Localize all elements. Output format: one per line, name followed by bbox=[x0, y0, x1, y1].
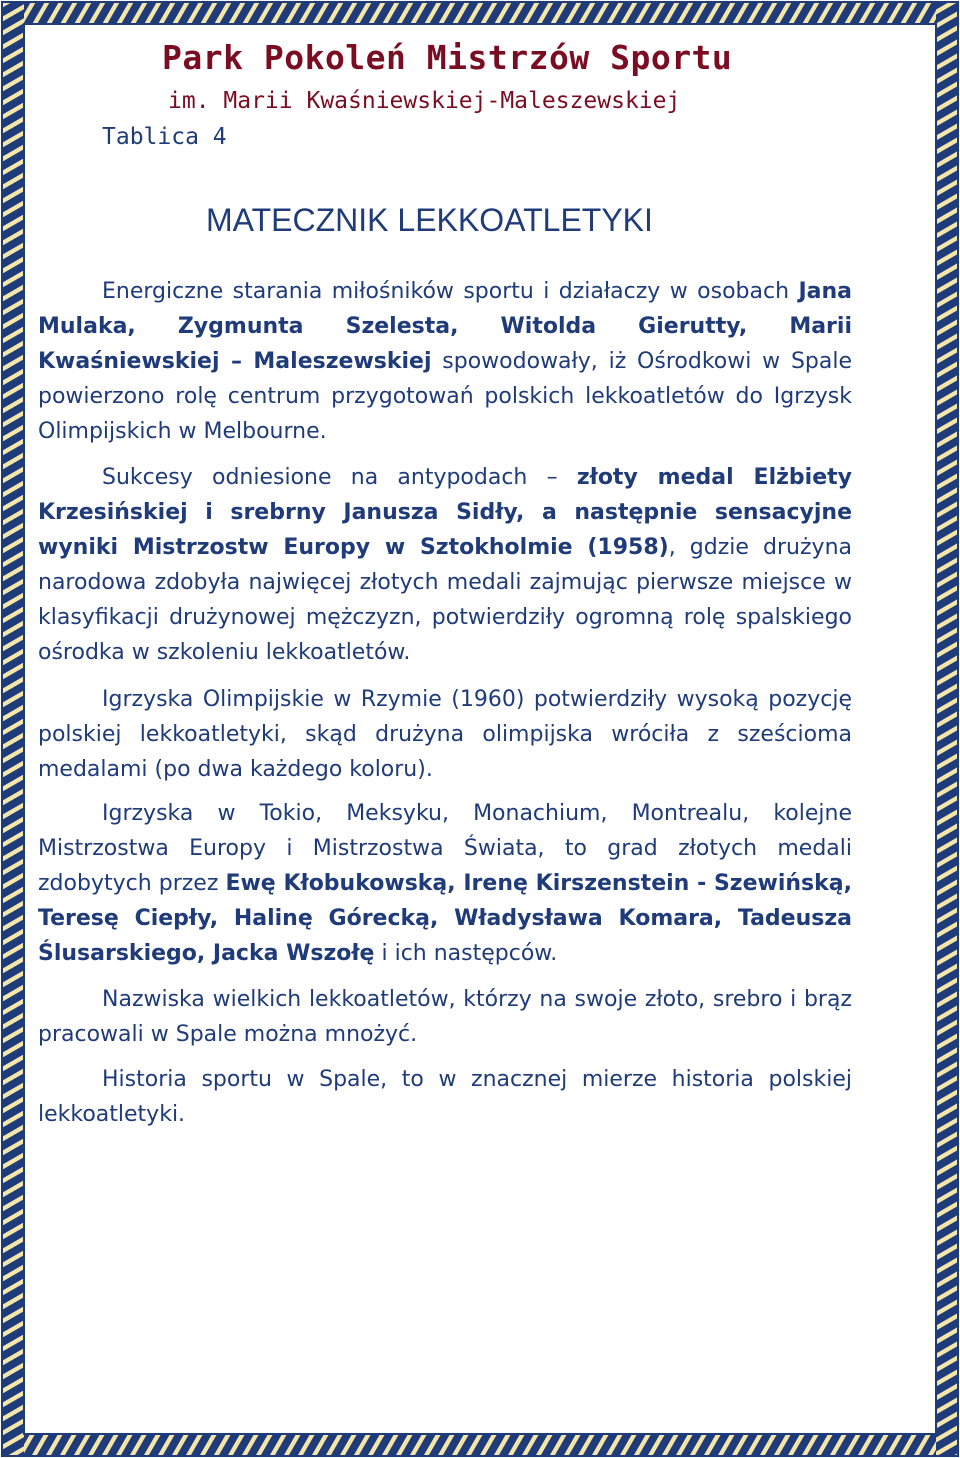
paragraph-4-text-c: i ich następców. bbox=[374, 941, 558, 966]
paragraph-3: Igrzyska Olimpijskie w Rzymie (1960) potwierdziły wysoką pozycję polskiej lekkoatletyki, skąd drużyna olimpijska wróciła z sześcioma medalami (po dwa każdego koloru). bbox=[38, 687, 852, 782]
paragraph-2-text-a: Sukcesy odniesione na antypodach – bbox=[102, 465, 577, 490]
border-bottom bbox=[2, 1434, 958, 1456]
page-subtitle: im. Marii Kwaśniewskiej-Maleszewskiej bbox=[168, 88, 681, 114]
paragraph-6: Historia sportu w Spale, to w znacznej mierze historia polskiej lekkoatletyki. bbox=[38, 1067, 852, 1127]
border-left bbox=[2, 2, 24, 1456]
paragraph-2 bbox=[38, 460, 852, 670]
section-heading: MATECZNIK LEKKOATLETYKI bbox=[206, 202, 653, 238]
paragraph-4-names: Ewę Kłobukowską, Irenę Kirszenstein - Szewińską, Teresę Ciepły, Halinę Górecką, Władysława Komara, Tadeusza Ślusarskiego, Jacka Wszołę bbox=[38, 871, 852, 966]
paragraph-1-text-a: Energiczne starania miłośników sportu i działaczy w osobach bbox=[102, 279, 799, 304]
paragraph-1-names: Jana Mulaka, Zygmunta Szelesta, Witolda Gierutty, Marii Kwaśniewskiej – Maleszewskiej bbox=[38, 279, 852, 374]
paragraph-1-text-c: spowodowały, iż Ośrodkowi w Spale powierzono rolę centrum przygotowań polskich lekkoatletów do Igrzysk Olimpijskich w Melbourne. bbox=[38, 349, 852, 444]
paragraph-4-text-a: Igrzyska w Tokio, Meksyku, Monachium, Montrealu, kolejne Mistrzostwa Europy i Mistrzostwa Świata, to grad złotych medali zdobytych przez bbox=[38, 801, 852, 896]
paragraph-4 bbox=[38, 796, 852, 971]
page-title: Park Pokoleń Mistrzów Sportu bbox=[162, 38, 733, 77]
border-right bbox=[936, 2, 958, 1456]
paragraph-2-highlights: złoty medal Elżbiety Krzesińskiej i srebrny Janusza Sidły, a następnie sensacyjne wyniki Mistrzostw Europy w Sztokholmie (1958) bbox=[38, 465, 852, 560]
paragraph-1 bbox=[38, 274, 852, 449]
board-number: Tablica 4 bbox=[102, 124, 227, 150]
border-top bbox=[2, 2, 958, 24]
paragraph-5: Nazwiska wielkich lekkoatletów, którzy na swoje złoto, srebro i brąz pracowali w Spale można mnożyć. bbox=[38, 987, 852, 1047]
paragraph-2-text-c: , gdzie drużyna narodowa zdobyła najwięcej złotych medali zajmując pierwsze miejsce w klasyfikacji drużynowej mężczyzn, potwierdziły ogromną rolę spalskiego ośrodka w szkoleniu lekkoatletów. bbox=[38, 535, 852, 665]
